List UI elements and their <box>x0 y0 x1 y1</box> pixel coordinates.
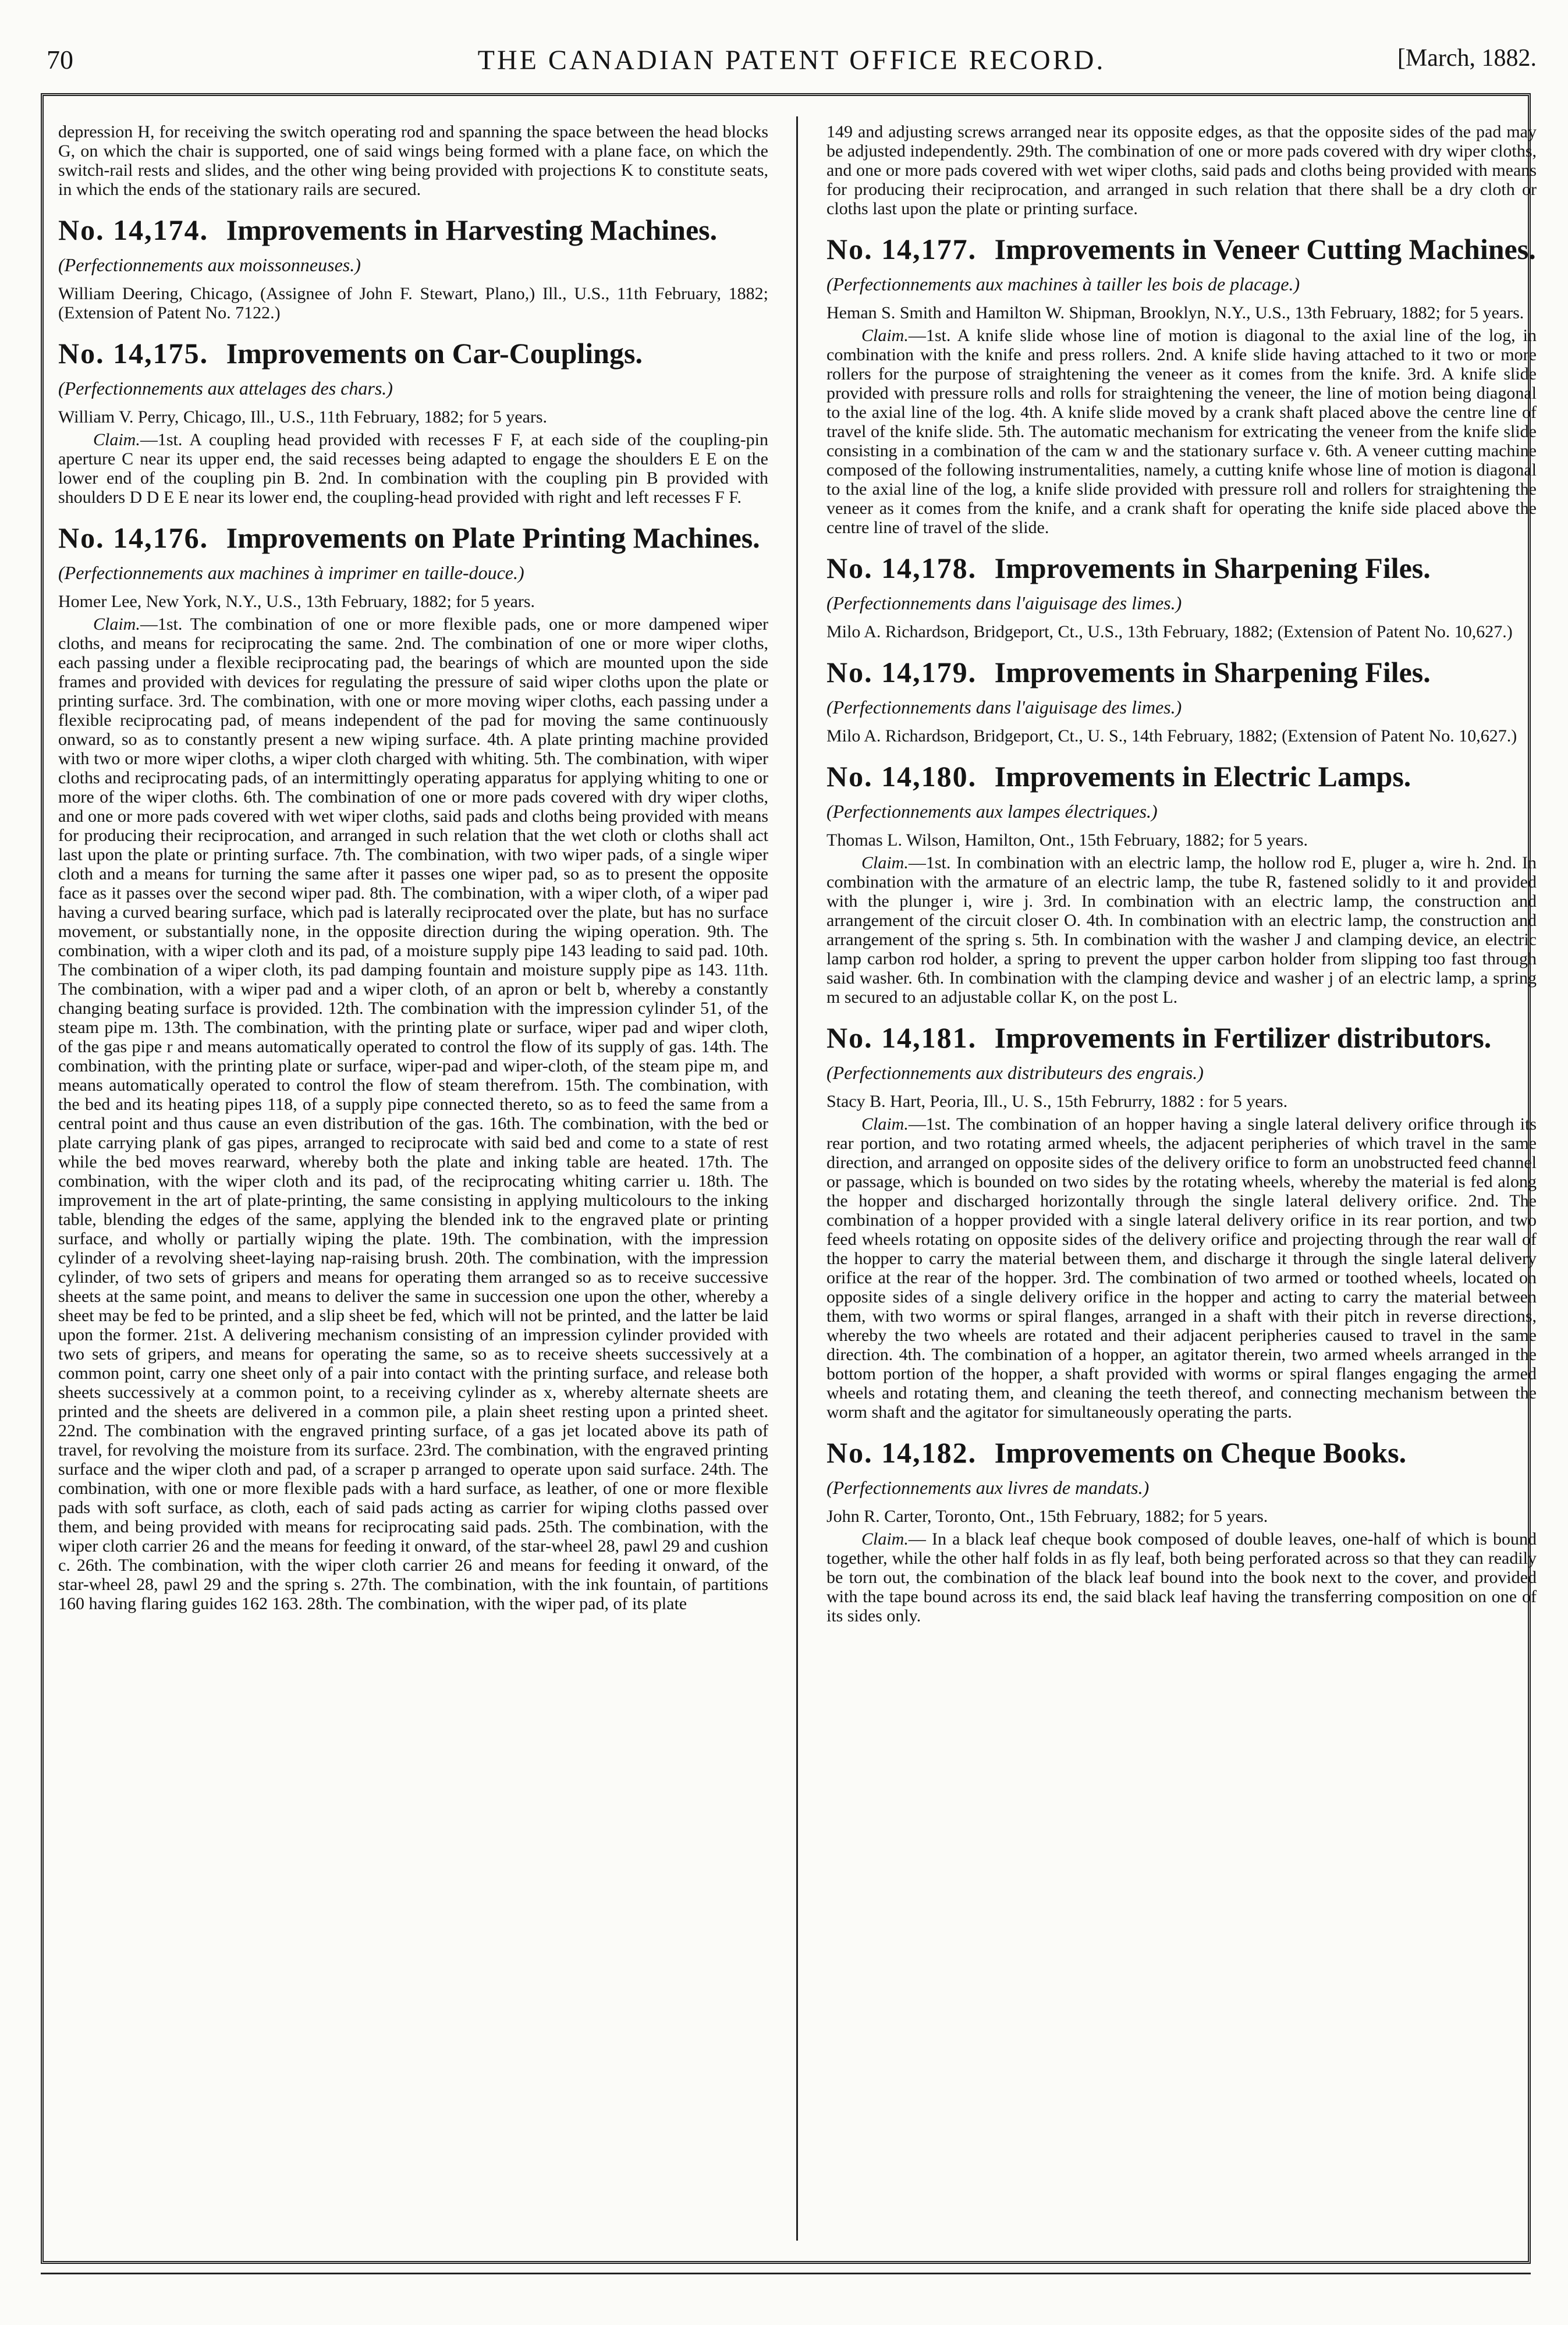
claims-text <box>58 430 768 507</box>
patent-number: No. 14,174. <box>58 214 209 246</box>
entry-heading <box>826 233 1537 300</box>
patentee-line: William Deering, Chicago, (Assignee of John F. Stewart, Plano,) Ill., U.S., 11th February, 1882; (Extension of Patent No. 7122.) <box>58 284 768 322</box>
bottom-rule <box>41 2273 1531 2274</box>
patent-title: Improvements on Cheque Books. <box>994 1436 1407 1469</box>
patent-number: No. 14,175. <box>58 337 209 370</box>
patent-title: Improvements in Fertilizer distributors. <box>994 1021 1492 1054</box>
patent-entry-14182 <box>826 1437 1537 1625</box>
patent-entry-14175 <box>58 338 768 507</box>
claim-label: Claim. <box>861 1114 909 1134</box>
entry-heading <box>58 338 768 404</box>
claims-body: —1st. The combination of an hopper having a single lateral delivery orifice through its rear portion, and two rotating armed wheels, the adjacent peripheries of which travel in the same direction, and arranged on opposite sides of the delivery orifice to form an unobstructed feed channel or passage, which is bounded on two sides by the rotating wheels, whereby the material is fed along the hopper and discharged horizontally through the single lateral delivery orifice. 2nd. The combination of a hopper provided with a single lateral delivery orifice in its rear portion, and two feed wheels rotating on opposite sides of the delivery orifice and projecting through the rear wall of the hopper to carry the material between them, and discharge it through the single lateral delivery orifice at the rear of the hopper. 3rd. The combination of two armed or toothed wheels, located on opposite sides of a single delivery orifice in the hopper and acting to carry the material between them, with two worms or spiral flanges, arranged in a shaft with their pitch in reverse directions, whereby the two wheels are rotated and their adjacent peripheries caused to travel in the same direction. 4th. The combination of a hopper, an agitator therein, two armed wheels arranged in the bottom portion of the hopper, a shaft provided with worms or spiral flanges engaging the armed wheels and rotating them, and cleaning the teeth thereof, and connecting mechanism between the worm shaft and the agitator for simultaneously operating the parts. <box>826 1114 1537 1422</box>
claims-text <box>826 326 1537 537</box>
french-title: (Perfectionnements dans l'aiguisage des limes.) <box>826 592 1182 613</box>
patent-title: Improvements in Veneer Cutting Machines. <box>994 233 1536 265</box>
patent-title: Improvements on Car-Couplings. <box>226 337 643 370</box>
patent-entry-14174 <box>58 214 768 322</box>
page-header <box>47 41 1537 81</box>
claims-body: —1st. The combination of one or more flexible pads, one or more dampened wiper cloths, and means for reciprocating the same. 2nd. The combination of one or more wiper cloths, each passing under a flexible reciprocating pad, the bearings of which are mounted upon the side frames and provided with devices for regulating the pressure of said wiper cloths upon the plate or printing surface. 3rd. The combination, with one or more moving wiper cloths, each passing under a flexible reciprocating pad, of means independent of the pad for moving the same continuously onward, so as to constantly present a new wiping surface. 4th. A plate printing machine provided with two or more wiper cloths, a wiper cloth charged with whiting. 5th. The combination, with wiper cloths and reciprocating pads, of an intermittingly operating apparatus for applying whiting to one or more of the wiper cloths. 6th. The combination of one or more pads covered with dry wiper cloths, and one or more pads covered with wet wiper cloths, said pads and cloths being provided with means for producing their reciprocation, and arranged in such relation that the wet cloth or cloths shall act last upon the plate or printing surface. 7th. The combination, with two wiper pads, of a single wiper cloth and a means for turning the same after it passes one wiper pad, so as to present the opposite face as it passes over the second wiper pad. 8th. The combination, with a wiper cloth, of a wiper pad having a curved bearing surface, which pad is laterally reciprocated over the plate, but has no surface movement, or substantially none, in the opposite direction during the wiping operation. 9th. The combination, with a wiper cloth and its pad, of a moisture supply pipe 143 leading to said pad. 10th. The combination of a wiper cloth, its pad damping fountain and moisture supply pipe as 143. 11th. The combination, with a wiper pad and a wiper cloth, of an apron or belt b, whereby a constantly changing beating surface is provided. 12th. The combination with the impression cylinder 51, of the steam pipe m. 13th. The combination, with the printing plate or surface, wiper pad and wiper cloth, of the gas pipe r and means automatically operated to control the flow of its supply of gas. 14th. The combination, with the printing plate or surface, wiper-pad and wiper-cloth, of the steam pipe m, and means automatically operated to control the flow of steam therefrom. 15th. The combination, with the bed and its heating pipes 118, of a supply pipe connected thereto, so as to feed the same from a central point and thus cause an even distribution of the gas. 16th. The combination, with the bed or plate carrying plank of gas pipes, arranged to reciprocate with said bed and come to a state of rest while the bed moves rearward, whereby both the plate and inking table are heated. 17th. The combination, with the wiper cloth and its pad, of the reciprocating whiting carrier u. 18th. The improvement in the art of plate-printing, the same consisting in applying multicolours to the inking table, blending the edges of the same, applying the blended ink to the engraved plate or printing surface, and wholly or partially wiping the plate. 19th. The combination, with the impression cylinder of a revolving sheet-laying nap-raising brush. 20th. The combination, with the impression cylinder, of two sets of gripers and means for operating them arranged so as to receive successive sheets at the same point, and means to deliver the same in succession one upon the other, whereby a sheet may be fed to be printed, and a slip sheet be fed, which will not be printed, and the latter be laid upon the former. 21st. A delivering mechanism consisting of an impression cylinder provided with two sets of gripers, and means for operating the same, so as to receive sheets successively at a common point, carry one sheet only of a pair into contact with the printing surface, and release both sheets successively at a common point, to a receiving cylinder as x, whereby alternate sheets are printed and the sheets are delivered in a common pile, a plain sheet resting upon a printed sheet. 22nd. The combination with the engraved printing surface, of a gas jet located above its path of travel, for revolving the moisture from its surface. 23rd. The combination, with the engraved printing surface and the wiper cloth and pad, of a scraper p arranged to operate upon said surface. 24th. The combination, with one or more flexible pads with a hard surface, as leather, of one or more flexible pads with soft surface, as cloth, each of said pads acting as carrier for wiping cloths passed over them, and being provided with means for reciprocating said pads. 25th. The combination, with the wiper cloth carrier 26 and the means for feeding it onward, of the star-wheel 28, pawl 29 and cushion c. 26th. The combination, with the wiper cloth carrier 26 and means for feeding it onward, of the star-wheel 28, pawl 29 and the spring s. 27th. The combination, with the ink fountain, of partitions 160 having flaring guides 162 163. 28th. The combination, with the wiper pad, of its plate <box>58 615 768 1613</box>
patentee-line: John R. Carter, Toronto, Ont., 15th February, 1882; for 5 years. <box>826 1507 1268 1526</box>
left-column <box>58 122 768 2252</box>
patent-entry-14177 <box>826 233 1537 537</box>
entry-heading <box>826 761 1537 827</box>
claims-body: —1st. A coupling head provided with recesses F F, at each side of the coupling-pin aperture C near its upper end, the said recesses being adapted to engage the shoulders E E on the lower end of the coupling pin B. 2nd. In combination with the coupling pin B provided with shoulders D D E E near its lower end, the coupling-head provided with right and left recesses F F. <box>58 430 768 507</box>
claim-label: Claim. <box>861 326 909 345</box>
claims-body: — In a black leaf cheque book composed of double leaves, one-half of which is bound together, while the other half folds in as fly leaf, both being perforated across so that they can readily be torn out, the combination of the black leaf bound into the book next to the cover, and provided with the tape bound across its end, the said black leaf having the transferring composition on one of its sides only. <box>826 1529 1537 1625</box>
patent-number: No. 14,176. <box>58 521 209 554</box>
patent-title: Improvements in Harvesting Machines. <box>226 214 718 246</box>
patentee-line: Milo A. Richardson, Bridgeport, Ct., U.S., 13th February, 1882; (Extension of Patent No. 10,627.) <box>826 622 1513 641</box>
patent-entry-14181 <box>826 1022 1537 1422</box>
patentee-line: William V. Perry, Chicago, Ill., U.S., 11th February, 1882; for 5 years. <box>58 407 548 427</box>
entry-heading <box>58 522 768 588</box>
claim-label: Claim. <box>93 615 140 634</box>
column-divider <box>796 116 798 2241</box>
claim-label: Claim. <box>861 853 909 872</box>
patentee-line: Stacy B. Hart, Peoria, Ill., U. S., 15th Februrry, 1882 : for 5 years. <box>826 1092 1288 1111</box>
claims-text <box>826 1114 1537 1422</box>
claims-body: —1st. In combination with an electric lamp, the hollow rod E, pluger a, wire h. 2nd. In combination with the armature of an electric lamp, the tube R, fastened solidly to it and provided with the plunger i, wire j. 3rd. In combination with an electric lamp, the construction and arrangement of the circuit closer O. 4th. In combination with an electric lamp, the construction and arrangement of the spring s. 5th. In combination with the washer J and clamping device, an electric lamp carbon rod holder, a spring to prevent the upper carbon holder from slipping too fast through said washer. 6th. In combination with the clamping device and washer j of an electric lamp, a spring m secured to an adjustable collar K, on the post L. <box>826 853 1537 1007</box>
claims-text <box>826 1529 1537 1625</box>
patent-title: Improvements in Electric Lamps. <box>994 760 1411 793</box>
running-title: THE CANADIAN PATENT OFFICE RECORD. <box>477 45 1106 76</box>
french-title: (Perfectionnements aux moissonneuses.) <box>58 254 361 275</box>
french-title: (Perfectionnements aux machines à imprimer en taille-douce.) <box>58 562 524 583</box>
french-title: (Perfectionnements aux distributeurs des engrais.) <box>826 1062 1204 1083</box>
issue-date: [March, 1882. <box>1397 45 1537 72</box>
entry-heading <box>826 552 1537 619</box>
patent-title: Improvements on Plate Printing Machines. <box>226 521 760 554</box>
patent-entry-14176 <box>58 522 768 1613</box>
patent-entry-14178 <box>826 552 1537 641</box>
french-title: (Perfectionnements aux attelages des chars.) <box>58 378 393 399</box>
continued-text: depression H, for receiving the switch operating rod and spanning the space between the head blocks G, on which the chair is supported, one of said wings being formed with a plane face, on which the switch-rail rests and slides, and the other wing being provided with projections K to constitute seats, in which the ends of the stationary rails are secured. <box>58 122 768 199</box>
patentee-line: Homer Lee, New York, N.Y., U.S., 13th February, 1882; for 5 years. <box>58 592 535 611</box>
french-title: (Perfectionnements aux lampes électriques.) <box>826 801 1158 822</box>
continued-text: 149 and adjusting screws arranged near its opposite edges, as that the opposite sides of the pad may be adjusted independently. 29th. The combination of one or more pads covered with dry wiper cloths, and one or more pads covered with wet wiper cloths, said pads and cloths being provided with means for producing their reciprocation, and arranged in such relation that there shall be a dry cloth or cloths last upon the plate or printing surface. <box>826 122 1537 218</box>
entry-heading <box>826 1022 1537 1088</box>
patent-number: No. 14,182. <box>826 1436 977 1469</box>
claims-text <box>826 853 1537 1007</box>
entry-heading <box>826 1437 1537 1503</box>
patentee-line: Milo A. Richardson, Bridgeport, Ct., U. S., 14th February, 1882; (Extension of Patent No. 10,627.) <box>826 726 1517 746</box>
claim-label: Claim. <box>861 1529 909 1549</box>
claims-text <box>58 615 768 1613</box>
patent-entry-14179 <box>826 656 1537 746</box>
patentee-line: Heman S. Smith and Hamilton W. Shipman, Brooklyn, N.Y., U.S., 13th February, 1882; for 5 years. <box>826 303 1524 322</box>
claims-body: —1st. A knife slide whose line of motion is diagonal to the axial line of the log, in combination with the knife and press rollers. 2nd. A knife slide having attached to it two or more rollers for the purpose of straightening the veneer as it comes from the knife. 3rd. A knife slide provided with pressure rolls and rolls for straightening the veneer, the line of motion being diagonal to the axial line of the log. 4th. A knife slide moved by a crank shaft placed above the centre line of travel of the knife slide. 5th. The automatic mechanism for extricating the veneer from the knife slide consisting in a combination of the cam w and the stationary surface v. 6th. A veneer cutting machine composed of the following instrumentalities, namely, a cutting knife whose line of motion is diagonal to the axial line of the log, a knife slide provided with pressure roll and rollers for straightening the veneer as it comes from the knife, and a crank shaft for operating the knife side placed above the centre line of travel of the slide. <box>826 326 1537 537</box>
patent-number: No. 14,177. <box>826 233 977 265</box>
french-title: (Perfectionnements aux livres de mandats.) <box>826 1477 1150 1498</box>
patent-entry-14180 <box>826 761 1537 1007</box>
patent-number: No. 14,180. <box>826 760 977 793</box>
patentee-line: Thomas L. Wilson, Hamilton, Ont., 15th February, 1882; for 5 years. <box>826 830 1308 850</box>
right-column <box>826 122 1537 2252</box>
patent-title: Improvements in Sharpening Files. <box>994 552 1431 584</box>
entry-heading <box>826 656 1537 723</box>
french-title: (Perfectionnements aux machines à tailler les bois de placage.) <box>826 274 1300 294</box>
page-number: 70 <box>47 45 73 74</box>
patent-number: No. 14,179. <box>826 656 977 688</box>
claim-label: Claim. <box>93 430 140 449</box>
patent-number: No. 14,181. <box>826 1021 977 1054</box>
french-title: (Perfectionnements dans l'aiguisage des limes.) <box>826 697 1182 718</box>
patent-number: No. 14,178. <box>826 552 977 584</box>
patent-title: Improvements in Sharpening Files. <box>994 656 1431 688</box>
entry-heading <box>58 214 768 281</box>
